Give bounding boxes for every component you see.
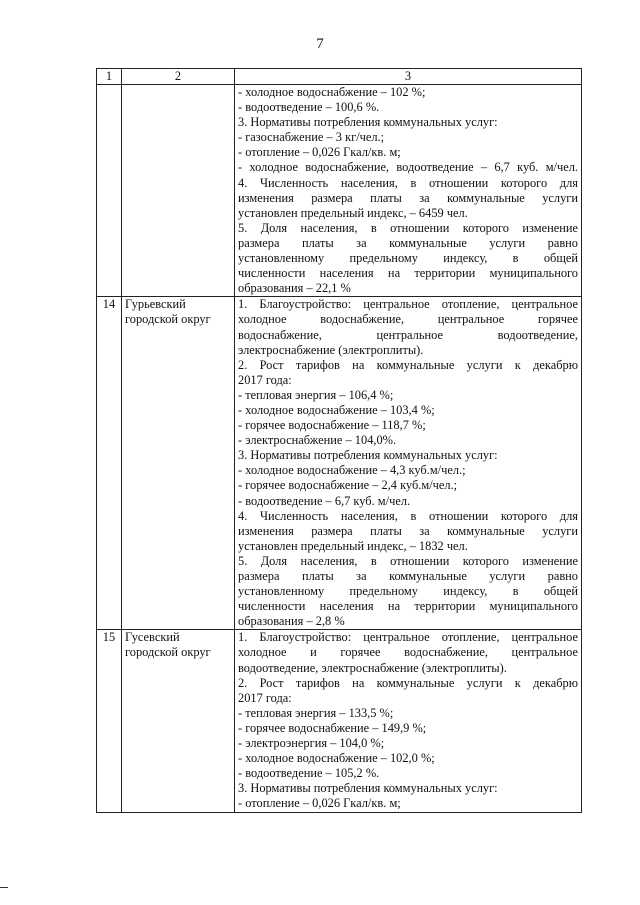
indicator-text-line: 2. Рост тарифов на коммунальные услуги к декабрю	[238, 357, 578, 372]
indicator-text-line: - горячее водоснабжение – 149,9 %;	[238, 720, 427, 735]
tariff-table	[96, 68, 582, 813]
indicator-text-line: водоотведение, электроснабжение (электроплиты).	[238, 660, 507, 675]
table-row	[97, 630, 582, 812]
indicator-text-line: изменения размера платы за коммунальные услуги	[238, 190, 578, 205]
indicator-text-line: - горячее водоснабжение – 2,4 куб.м/чел.;	[238, 478, 458, 493]
indicator-text-line: установлен предельный индекс, – 6459 чел.	[238, 205, 468, 220]
table-header-row	[97, 69, 582, 85]
row-number: 14	[97, 297, 122, 630]
indicator-text-line: численности населения на территории муниципального	[238, 266, 578, 281]
row-number	[97, 85, 122, 297]
indicator-text-line: 3. Нормативы потребления коммунальных услуг:	[238, 781, 498, 796]
header-col-1: 1	[97, 69, 122, 85]
indicator-text-line: установленному предельному индексу, в общей	[238, 584, 578, 599]
indicator-text-line: изменения размера платы за коммунальные услуги	[238, 523, 578, 538]
indicator-text-line: холодное и горячее водоснабжение, центральное	[238, 645, 578, 660]
indicator-text-line: - горячее водоснабжение – 118,7 %;	[238, 418, 426, 433]
table-row	[97, 297, 582, 630]
indicator-text-line: 1. Благоустройство: центральное отопление, центральное	[238, 630, 578, 645]
indicator-text-line: - водоотведение – 105,2 %.	[238, 766, 380, 781]
indicator-text-line: 3. Нормативы потребления коммунальных услуг:	[238, 115, 498, 130]
indicator-text-line: 5. Доля населения, в отношении которого изменение	[238, 553, 578, 568]
indicator-text-line: - отопление – 0,026 Гкал/кв. м;	[238, 145, 401, 160]
indicator-text-line: 2017 года:	[238, 372, 292, 387]
indicator-text-line: - тепловая энергия – 133,5 %;	[238, 705, 394, 720]
indicator-text-line: 3. Нормативы потребления коммунальных услуг:	[238, 448, 498, 463]
municipality-name	[122, 630, 235, 812]
indicator-text-line: - холодное водоснабжение – 102 %;	[238, 85, 426, 99]
indicator-text-line: размера платы за коммунальные услуги равно	[238, 569, 578, 583]
indicator-text-line: образования – 22,1 %	[238, 281, 351, 296]
indicator-text-line: - холодное водоснабжение – 4,3 куб.м/чел.;	[238, 463, 466, 478]
indicator-text-line: - водоотведение – 100,6 %.	[238, 100, 380, 115]
indicator-text-line: установлен предельный индекс, – 1832 чел.	[238, 538, 468, 553]
indicator-text-line: - холодное водоснабжение – 102,0 %;	[238, 751, 435, 766]
indicator-text-line: - холодное водоснабжение, водоотведение – 6,7 куб. м/чел.	[238, 160, 578, 175]
page-number: 7	[316, 36, 324, 52]
indicator-text-line: 4. Численность населения, в отношении которого для	[238, 175, 578, 190]
indicator-text-line: - электроэнергия – 104,0 %;	[238, 736, 385, 751]
indicator-text-line: электроснабжение (электроплиты).	[238, 342, 424, 357]
indicator-text-line: образования – 2,8 %	[238, 614, 345, 629]
indicator-text-line: - отопление – 0,026 Гкал/кв. м;	[238, 796, 401, 811]
scan-edge-mark	[0, 887, 8, 888]
indicator-text-line: - водоотведение – 6,7 куб. м/чел.	[238, 493, 411, 508]
indicator-text-line: - тепловая энергия – 106,4 %;	[238, 387, 394, 402]
municipality-name-line: Гурьевский	[125, 297, 186, 312]
row-number: 15	[97, 630, 122, 812]
indicator-text-line: - газоснабжение – 3 кг/чел.;	[238, 130, 385, 145]
municipality-name-line: городской округ	[125, 645, 211, 660]
indicator-text-line: численности населения на территории муниципального	[238, 599, 578, 614]
indicator-text-line: 2017 года:	[238, 690, 292, 705]
indicator-text-line: - холодное водоснабжение – 103,4 %;	[238, 402, 435, 417]
indicators-cell	[235, 297, 582, 630]
indicator-text-line: холодное водоснабжение, центральное горячее	[238, 312, 578, 327]
indicators-cell	[235, 85, 582, 297]
indicator-text-line: 1. Благоустройство: центральное отопление, центральное	[238, 297, 578, 312]
header-col-3: 3	[235, 69, 582, 85]
indicator-text-line: установленному предельному индексу, в общей	[238, 251, 578, 266]
municipality-name	[122, 297, 235, 630]
indicator-text-line: 2. Рост тарифов на коммунальные услуги к декабрю	[238, 675, 578, 690]
municipality-name	[122, 85, 235, 297]
table-body	[97, 85, 582, 813]
indicator-text-line: размера платы за коммунальные услуги равно	[238, 235, 578, 250]
indicators-cell	[235, 630, 582, 812]
indicator-text-line: 5. Доля населения, в отношении которого изменение	[238, 220, 578, 235]
indicator-text-line: 4. Численность населения, в отношении которого для	[238, 508, 578, 523]
indicator-text-line: водоснабжение, центральное водоотведение,	[238, 327, 578, 342]
municipality-name-line: городской округ	[125, 312, 211, 327]
table-row	[97, 85, 582, 297]
municipality-name-line: Гусевский	[125, 630, 180, 645]
indicator-text-line: - электроснабжение – 104,0%.	[238, 433, 397, 448]
header-col-2: 2	[122, 69, 235, 85]
